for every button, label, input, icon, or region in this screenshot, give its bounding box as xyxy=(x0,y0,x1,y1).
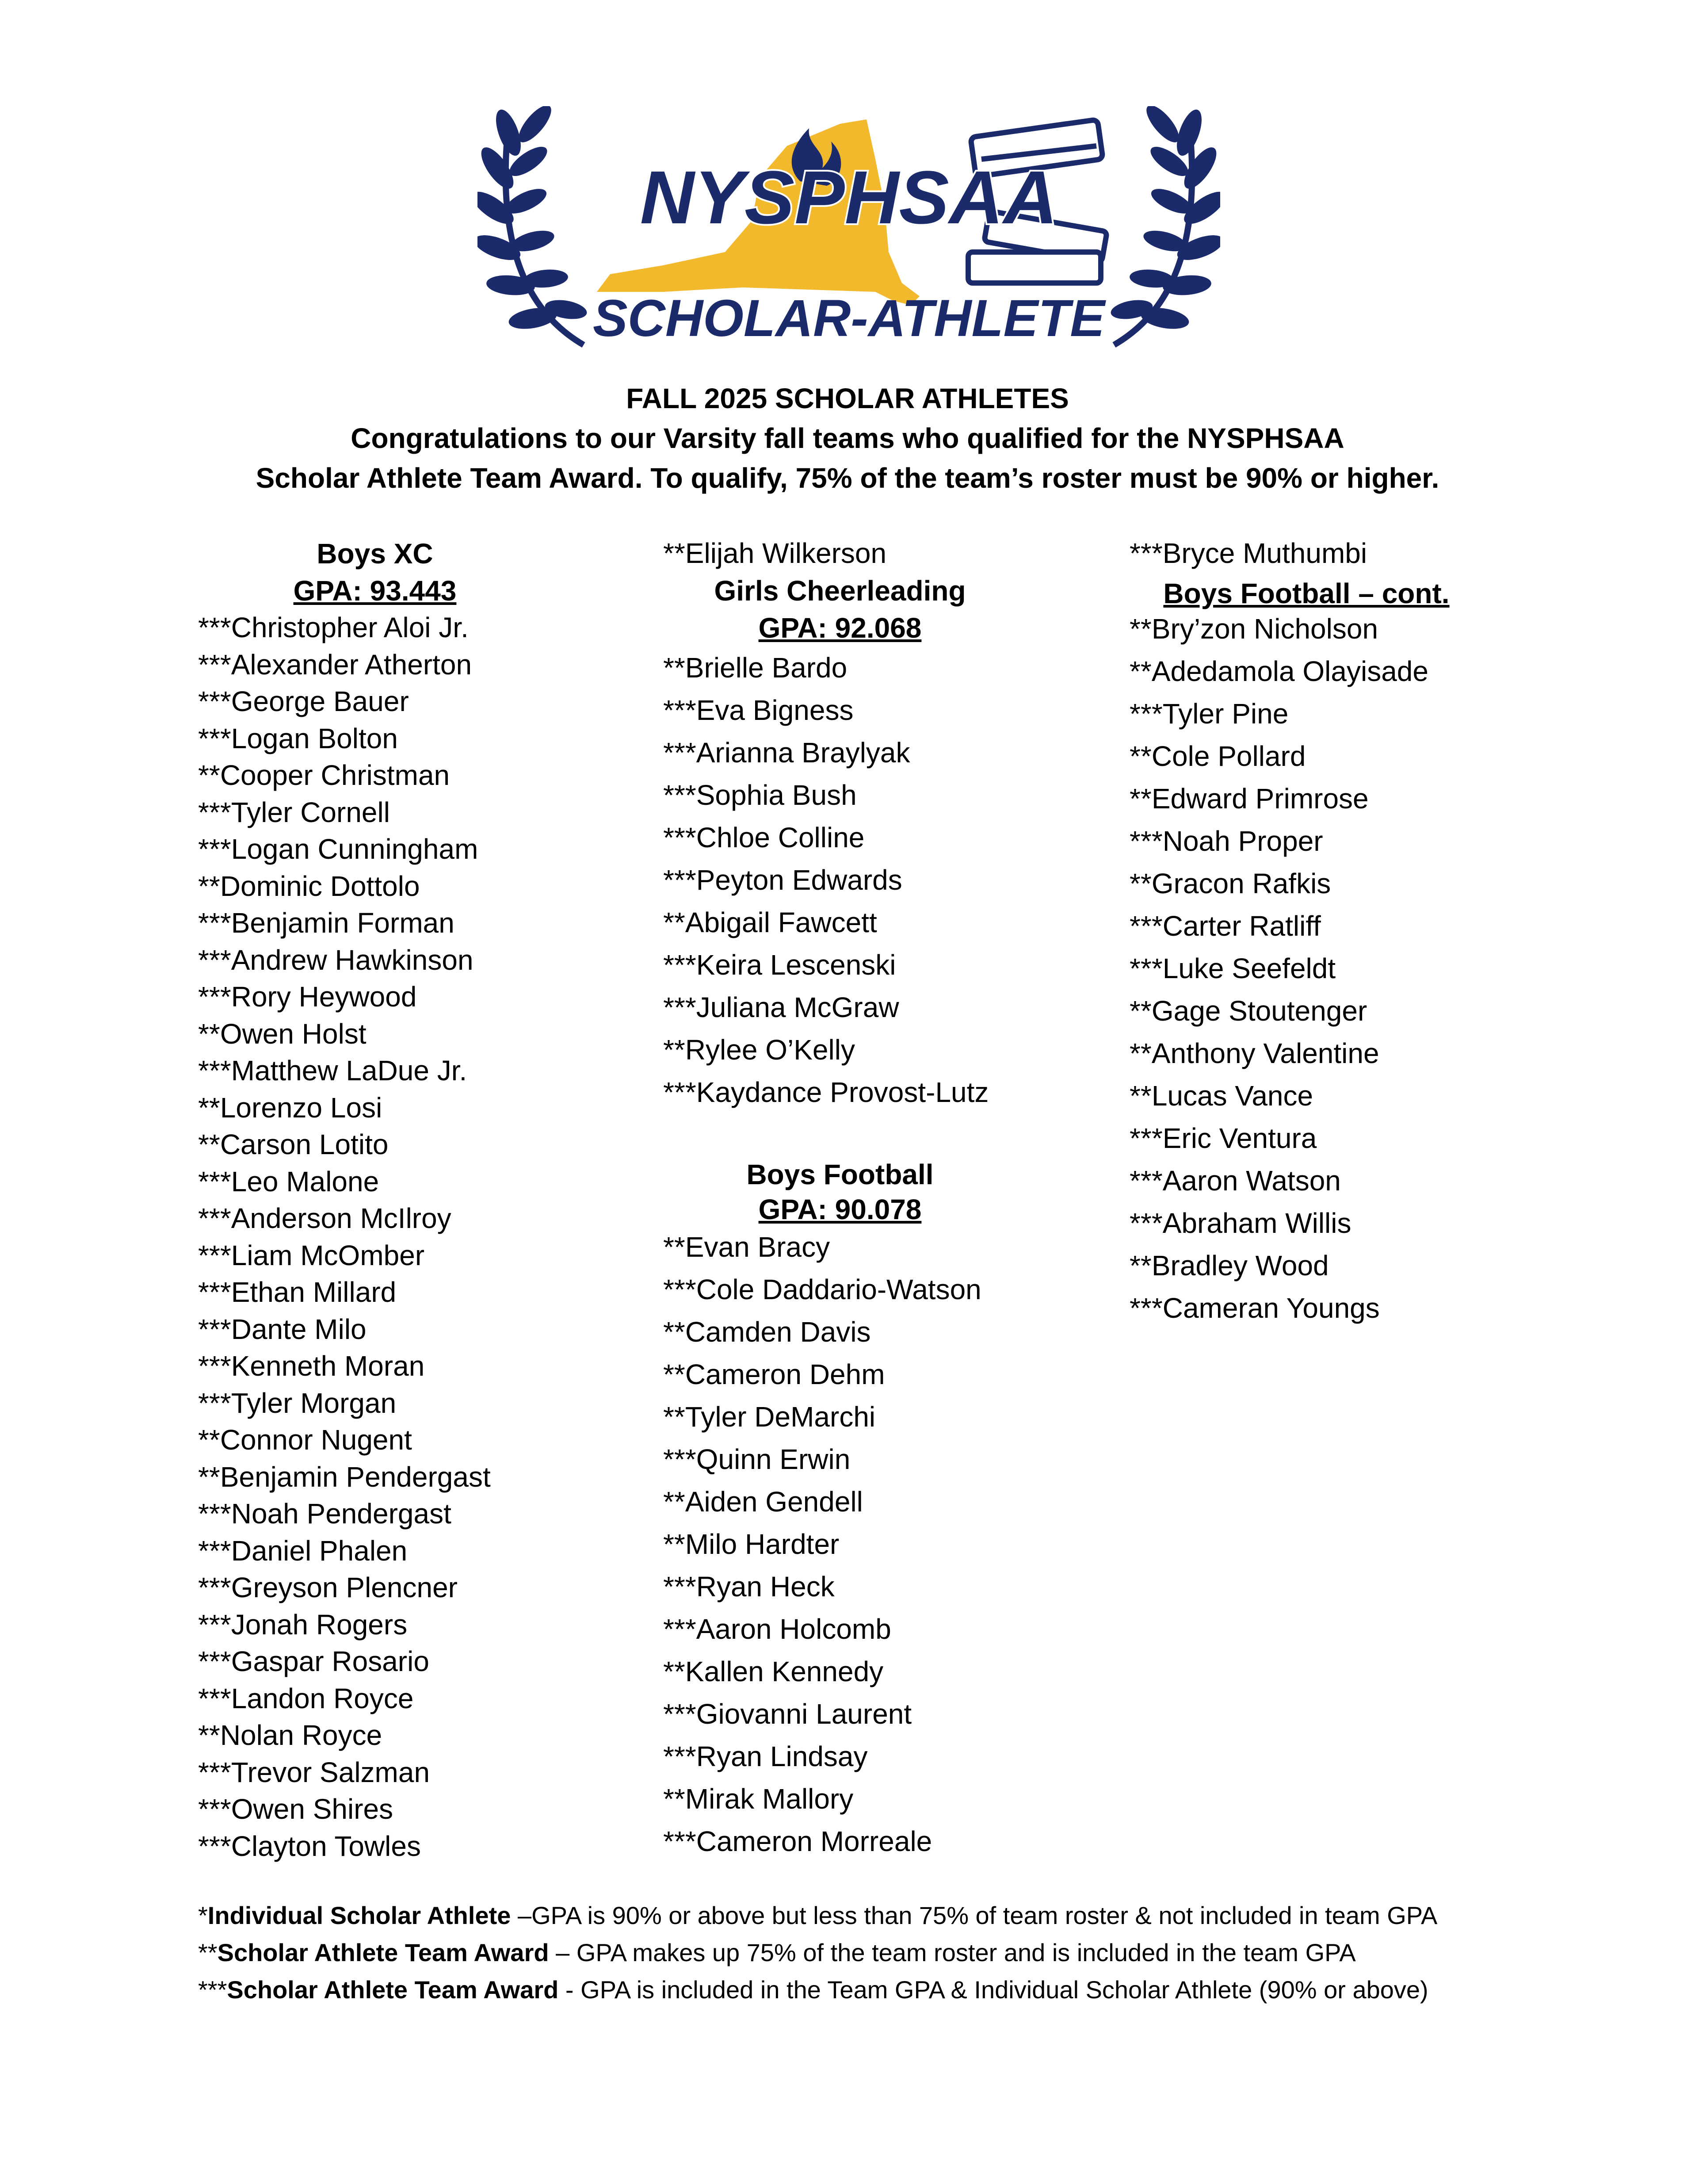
list-item: ***Cameron Morreale xyxy=(663,1825,932,1857)
list-item: ***Tyler Pine xyxy=(1130,697,1289,730)
list-item: ***Anderson McIlroy xyxy=(198,1202,451,1234)
list-item: **Benjamin Pendergast xyxy=(198,1461,491,1493)
spacer xyxy=(663,1113,1017,1156)
list-item: **Owen Holst xyxy=(198,1017,366,1050)
list-item: ***Ryan Lindsay xyxy=(663,1740,868,1772)
list-item: **Rylee O’Kelly xyxy=(663,1033,855,1066)
girls-cheer-list xyxy=(663,646,1017,1113)
list-item: ***Carter Ratliff xyxy=(1130,910,1321,942)
list-item: ***Tyler Cornell xyxy=(198,796,390,828)
list-item: **Cameron Dehm xyxy=(663,1358,885,1390)
boys-football-cont-list xyxy=(1130,608,1483,1329)
list-item: ***Noah Pendergast xyxy=(198,1498,451,1530)
list-item: **Bry’zon Nicholson xyxy=(1130,612,1378,645)
boys-football-gpa: GPA: 90.078 xyxy=(758,1193,922,1225)
list-item: ***Trevor Salzman xyxy=(198,1756,430,1788)
legend-item-team-award: **Scholar Athlete Team Award – GPA makes up 75% of the team roster and is included in the team GPA xyxy=(198,1939,1356,1966)
logo-subtitle-text: SCHOLAR-ATHLETE xyxy=(592,289,1105,348)
logo-org-text: NYSPHSAA xyxy=(640,156,1058,240)
list-item: ***Luke Seefeldt xyxy=(1130,952,1336,984)
list-item: ***Ryan Heck xyxy=(663,1570,835,1603)
list-item: ***Christopher Aloi Jr. xyxy=(198,612,469,643)
legend xyxy=(198,1897,1437,2008)
boys-football-cont-title: Boys Football – cont. xyxy=(1163,577,1450,609)
list-item: **Lucas Vance xyxy=(1130,1079,1313,1112)
list-item: **Nolan Royce xyxy=(198,1719,382,1751)
list-item: **Milo Hardter xyxy=(663,1528,840,1560)
list-item: **Abigail Fawcett xyxy=(663,906,877,938)
right-laurel-icon xyxy=(1109,106,1220,345)
list-item: ***Dante Milo xyxy=(198,1313,366,1345)
list-item: **Adedamola Olayisade xyxy=(1130,655,1428,687)
list-item: ***Abraham Willis xyxy=(1130,1207,1351,1239)
intro-line-1: Congratulations to our Varsity fall teams who qualified for the NYSPHSAA xyxy=(351,422,1344,454)
list-item: **Gracon Rafkis xyxy=(1130,867,1331,899)
list-item: **Camden Davis xyxy=(663,1316,871,1348)
list-item: ***Leo Malone xyxy=(198,1165,379,1197)
column-2 xyxy=(663,535,1017,1863)
list-item: **Mirak Mallory xyxy=(663,1782,854,1815)
nysphsaa-scholar-athlete-logo xyxy=(477,106,1220,371)
list-item: **Gage Stoutenger xyxy=(1130,994,1367,1027)
list-item: ***Greyson Plencner xyxy=(198,1572,458,1603)
list-item: ***Keira Lescenski xyxy=(663,949,896,981)
legend-item-team-award-individual: ***Scholar Athlete Team Award - GPA is included in the Team GPA & Individual Scholar Athlete (90% or above) xyxy=(198,1976,1428,2004)
list-item: **Lorenzo Losi xyxy=(198,1091,382,1124)
boys-xc-title: Boys XC xyxy=(317,538,433,570)
list-item: **Brielle Bardo xyxy=(663,651,848,684)
list-item: ***Ethan Millard xyxy=(198,1276,397,1308)
list-item: ***George Bauer xyxy=(198,685,409,717)
list-item: ***Daniel Phalen xyxy=(198,1534,408,1567)
list-item: ***Kaydance Provost-Lutz xyxy=(663,1076,989,1108)
list-item: ***Logan Bolton xyxy=(198,722,398,754)
list-item: ***Arianna Braylyak xyxy=(663,736,910,769)
list-item: ***Eric Ventura xyxy=(1130,1122,1317,1154)
list-item: ***Chloe Colline xyxy=(663,821,865,853)
list-item: ***Logan Cunningham xyxy=(198,833,478,865)
list-item: **Elijah Wilkerson xyxy=(663,537,887,569)
list-item: ***Aaron Holcomb xyxy=(663,1613,891,1645)
list-item: ***Alexander Atherton xyxy=(198,648,472,681)
list-item: ***Bryce Muthumbi xyxy=(1130,537,1367,569)
intro-line-2: Scholar Athlete Team Award. To qualify, 75% of the team’s roster must be 90% or higher. xyxy=(256,462,1439,494)
list-item: ***Jonah Rogers xyxy=(198,1608,408,1641)
boys-xc-list xyxy=(198,609,552,1865)
list-item: ***Andrew Hawkinson xyxy=(198,944,473,976)
list-item: ***Benjamin Forman xyxy=(198,907,454,939)
list-item: ***Noah Proper xyxy=(1130,825,1323,857)
column-1 xyxy=(198,535,552,1865)
boys-football-title: Boys Football xyxy=(746,1158,934,1190)
list-item: ***Tyler Morgan xyxy=(198,1387,397,1419)
list-item: **Connor Nugent xyxy=(198,1424,412,1456)
list-item: ***Eva Bigness xyxy=(663,694,854,726)
list-item: ***Rory Heywood xyxy=(198,981,417,1013)
list-item: **Kallen Kennedy xyxy=(663,1655,884,1687)
girls-cheer-gpa: GPA: 92.068 xyxy=(758,612,922,644)
left-laurel-icon xyxy=(477,106,588,345)
list-item: ***Juliana McGraw xyxy=(663,991,899,1023)
list-item: ***Matthew LaDue Jr. xyxy=(198,1055,467,1086)
list-item: ***Peyton Edwards xyxy=(663,864,902,896)
boys-football-list xyxy=(663,1226,1017,1863)
list-item: ***Gaspar Rosario xyxy=(198,1645,429,1677)
list-item: ***Kenneth Moran xyxy=(198,1350,425,1382)
list-item: **Carson Lotito xyxy=(198,1128,389,1160)
legend-item-individual: *Individual Scholar Athlete –GPA is 90% or above but less than 75% of team roster & not included in team GPA xyxy=(198,1901,1438,1929)
list-item: **Edward Primrose xyxy=(1130,782,1369,815)
list-item: ***Cameran Youngs xyxy=(1130,1292,1380,1324)
list-item: ***Quinn Erwin xyxy=(663,1443,851,1475)
page-title: FALL 2025 SCHOLAR ATHLETES xyxy=(626,382,1069,414)
list-item: **Tyler DeMarchi xyxy=(663,1400,876,1433)
list-item: ***Liam McOmber xyxy=(198,1239,425,1271)
list-item: **Cole Pollard xyxy=(1130,740,1306,772)
girls-cheer-title: Girls Cheerleading xyxy=(714,574,966,607)
list-item: ***Sophia Bush xyxy=(663,779,857,811)
list-item: ***Giovanni Laurent xyxy=(663,1698,912,1730)
list-item: ***Owen Shires xyxy=(198,1793,393,1825)
list-item: ***Clayton Towles xyxy=(198,1830,421,1862)
list-item: **Dominic Dottolo xyxy=(198,870,420,902)
list-item: ***Cole Daddario-Watson xyxy=(663,1273,981,1305)
boys-xc-gpa: GPA: 93.443 xyxy=(293,575,457,607)
list-item: **Anthony Valentine xyxy=(1130,1037,1379,1069)
list-item: **Evan Bracy xyxy=(663,1231,830,1263)
list-item: **Aiden Gendell xyxy=(663,1485,863,1518)
list-item: **Bradley Wood xyxy=(1130,1249,1329,1281)
list-item: **Cooper Christman xyxy=(198,759,450,791)
list-item: ***Aaron Watson xyxy=(1130,1164,1341,1197)
column-3 xyxy=(1130,535,1483,1329)
list-item: ***Landon Royce xyxy=(198,1682,414,1714)
